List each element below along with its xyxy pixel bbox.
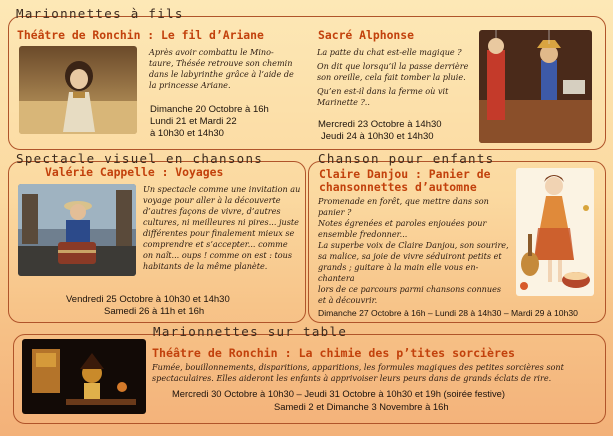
show-title-sorcieres: Théâtre de Ronchin : La chimie des p’tites sorcières [152, 346, 515, 360]
text-line: spectaculaires. Elles aideront les enfants à apprivoiser leurs peurs dans de grands éclats de rire. [152, 373, 552, 383]
dates-alphonse [318, 119, 442, 143]
text-line: Après avoir combattu le Mino- [149, 47, 274, 57]
illustration-danjou [516, 168, 594, 296]
text-line: d’autres façons de vivre, d’autres [143, 206, 281, 216]
text-line: On dit que lorsqu’il la passe derrière [317, 61, 469, 71]
show-title-voyages: Valérie Cappelle : Voyages [45, 165, 224, 179]
text-line: dans le labyrinthe grâce à l’aide de [149, 69, 294, 79]
text-line: Un spectacle comme une invitation au [143, 184, 301, 194]
text-line: comprendre et s’accepter... comme [143, 239, 288, 249]
text-line: taure, Thésée retrouve son chemin [149, 58, 293, 68]
show-title-ariane: Théâtre de Ronchin : Le fil d’Ariane [17, 28, 264, 42]
text-line: cultures, ni meilleures ni pires... juste [143, 217, 299, 227]
text-line: La superbe voix de Claire Danjou, son sourire, [318, 240, 509, 250]
text-line: on naît... oups ! comme on est : tous [143, 250, 292, 260]
text-line: Notes égrenées et paroles enjouées pour [318, 218, 487, 228]
text-line: ensemble fredonner... [318, 229, 408, 239]
date-line: Dimanche 27 Octobre à 16h – Lundi 28 à 14h30 – Mardi 29 à 10h30 [318, 308, 578, 318]
text-line: La patte du chat est-elle magique ? [317, 47, 462, 57]
text-line: son oreille, cela fait tomber la pluie. [317, 72, 466, 82]
photo-voyages [18, 184, 136, 276]
dates-ariane [150, 104, 269, 140]
text-line: habitants de la même planète. [143, 261, 268, 271]
date-line: Dimanche 20 Octobre à 16h [150, 104, 269, 115]
show-title-danjou-line2: chansonnettes d’automne [319, 180, 477, 194]
text-voyages [143, 184, 303, 272]
dates-sorcieres [172, 387, 505, 413]
text-line: différentes pour finalement mieux se [143, 228, 295, 238]
section-title-marionnettes-table: Marionnettes sur table [153, 324, 348, 339]
section-title-marionnettes-fils: Marionnettes à fils [16, 6, 184, 21]
date-line: à 10h30 et 14h30 [150, 128, 224, 139]
show-title-danjou-line1: Claire Danjou : Panier de [319, 167, 491, 181]
date-line: Samedi 26 à 11h et 16h [104, 306, 205, 317]
text-line: Qu’en est-il dans la ferme où vit [317, 86, 449, 96]
date-line: Mercredi 23 Octobre à 14h30 [318, 119, 442, 130]
text-line: lors de ce parcours parmi chansons connues [318, 284, 502, 294]
text-line: et à découvrir. [318, 295, 378, 305]
text-line: Fumée, bouillonnements, disparitions, apparitions, les formules magiques des petites sorcières sont [152, 362, 564, 372]
show-title-alphonse: Sacré Alphonse [318, 28, 415, 42]
section-title-spectacle-visuel: Spectacle visuel en chansons [16, 151, 264, 166]
text-alphonse [317, 47, 477, 108]
photo-ariane [19, 46, 137, 134]
text-line: Marinette ?.. [317, 97, 370, 107]
section-title-chanson-enfants: Chanson pour enfants [318, 151, 495, 166]
text-danjou [318, 196, 514, 306]
date-line: Jeudi 24 à 10h30 et 14h30 [321, 131, 434, 142]
date-line: Mercredi 30 Octobre à 10h30 – Jeudi 31 Octobre à 10h30 et 19h (soirée festive) [172, 388, 506, 399]
photo-alphonse [479, 30, 592, 143]
text-ariane [149, 47, 299, 91]
text-line: voyage pour aller à la découverte [143, 195, 281, 205]
text-line: la princesse Ariane. [149, 80, 231, 90]
text-line: grands ; guitare à la main elle vous en-chantera [318, 262, 479, 283]
date-line: Vendredi 25 Octobre à 10h30 et 14h30 [66, 294, 230, 305]
dates-danjou [318, 307, 578, 319]
text-sorcieres [152, 362, 597, 384]
text-line: Promenade en forêt, que mettre dans son panier ? [318, 196, 489, 217]
date-line: Samedi 2 et Dimanche 3 Novembre à 16h [274, 401, 449, 412]
date-line: Lundi 21 et Mardi 22 [150, 116, 237, 127]
dates-voyages [66, 294, 230, 318]
text-line: sa malice, sa joie de vivre séduiront petits et [318, 251, 502, 261]
photo-sorcieres [22, 339, 146, 414]
